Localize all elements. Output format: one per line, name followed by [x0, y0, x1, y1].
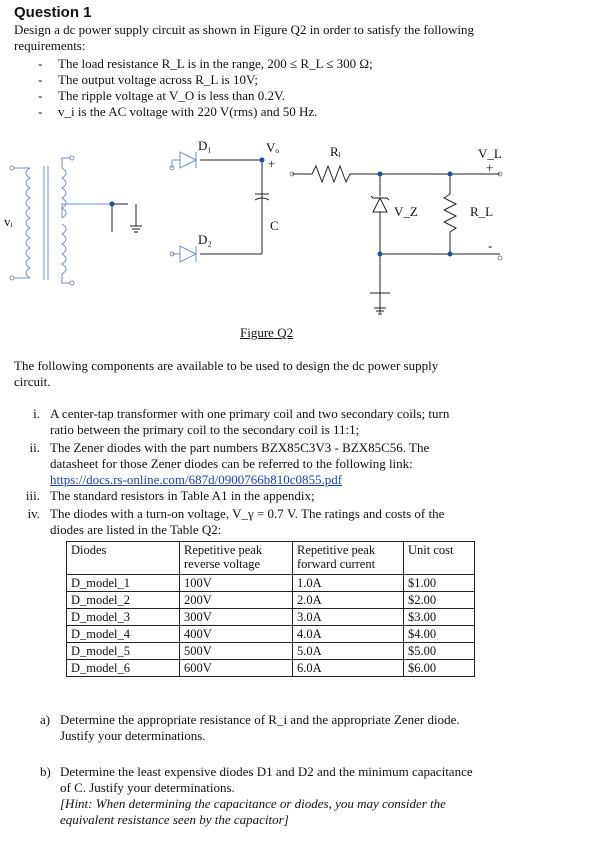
question-line: of C. Justify your determinations. [60, 780, 235, 795]
primary-coil [26, 168, 30, 278]
component-text [50, 406, 520, 438]
requirement-bullet: - [38, 56, 43, 71]
junction [378, 252, 383, 257]
question-label: b) [40, 764, 51, 779]
table-cell: 5.0A [293, 643, 404, 660]
terminal [70, 156, 74, 160]
component-line: datasheet for those Zener diodes can be referred to the following link: [50, 456, 413, 471]
table-cell: 500V [180, 643, 293, 660]
question-b [40, 764, 560, 834]
component-number: i. [33, 406, 40, 421]
component-text [50, 440, 520, 488]
label-vo: Vₒ [266, 140, 280, 155]
table-header-cell: Repetitive peak forward current [293, 542, 404, 575]
table-header-cell: Diodes [67, 542, 180, 575]
datasheet-link[interactable]: https://docs.rs-online.com/687d/0900766b810c0855.pdf [50, 472, 343, 487]
junction [448, 172, 453, 177]
terminals [10, 156, 502, 285]
requirement-text: The load resistance R_L is in the range, 200 ≤ R_L ≤ 300 Ω; [58, 56, 373, 71]
circuit-labels [4, 138, 502, 253]
requirement-item [38, 56, 538, 72]
label-c: C [270, 218, 279, 233]
junction [110, 202, 115, 207]
zener-diode [373, 198, 387, 212]
junction [378, 172, 383, 177]
terminal [10, 166, 14, 170]
component-line: The Zener diodes with the part numbers BZX85C3V3 - BZX85C56. The [50, 440, 430, 455]
table-row [67, 660, 475, 677]
label-vo-plus: + [268, 156, 276, 171]
table-cell: 4.0A [293, 626, 404, 643]
terminal [10, 276, 14, 280]
terminal [498, 256, 502, 260]
component-number: iii. [25, 488, 40, 503]
component-item [12, 506, 532, 538]
table-cell: D_model_2 [67, 592, 180, 609]
diode-d1 [180, 152, 196, 168]
resistor-rl [444, 194, 456, 232]
component-line: ratio between the primary coil to the secondary coil is 11:1; [50, 422, 360, 437]
requirement-item [38, 72, 538, 88]
question-text [60, 764, 558, 828]
label-rl: R_L [470, 204, 494, 219]
intro-line: requirements: [14, 38, 86, 53]
requirements-list [38, 56, 538, 120]
component-item [12, 440, 532, 488]
table-cell: D_model_4 [67, 626, 180, 643]
secondary-coil-1 [62, 168, 66, 218]
table-cell: D_model_6 [67, 660, 180, 677]
question-label: a) [40, 712, 51, 727]
table-header-cell: Repetitive peak reverse voltage [180, 542, 293, 575]
question-text [60, 712, 558, 744]
diode-table [66, 541, 475, 677]
label-d1: D₁ [198, 138, 212, 153]
table-cell: 2.0A [293, 592, 404, 609]
component-line: The diodes with a turn-on voltage, V_γ = 0.7 V. The ratings and costs of the [50, 506, 445, 521]
table-cell: $3.00 [404, 609, 475, 626]
table-cell: 3.0A [293, 609, 404, 626]
wire [62, 204, 112, 218]
label-vz: V_Z [394, 204, 418, 219]
requirement-bullet: - [38, 88, 43, 103]
label-d2: D₂ [198, 232, 212, 247]
intro-text [14, 22, 534, 54]
table-cell: 200V [180, 592, 293, 609]
question-a [40, 712, 560, 746]
requirement-text: v_i is the AC voltage with 220 V(rms) and 50 Hz. [58, 104, 318, 119]
component-number: ii. [29, 440, 40, 455]
label-vl: V_L [478, 146, 502, 161]
table-cell: D_model_3 [67, 609, 180, 626]
table-row [67, 643, 475, 660]
component-line: The standard resistors in Table A1 in the appendix; [50, 488, 315, 503]
resistor-ri [312, 166, 350, 182]
table-cell: $5.00 [404, 643, 475, 660]
table-cell: $2.00 [404, 592, 475, 609]
wiring [112, 160, 500, 314]
terminal [70, 281, 74, 285]
transformer [12, 158, 112, 283]
table-row [67, 575, 475, 592]
zener-bar [371, 196, 389, 200]
table-cell: $1.00 [404, 575, 475, 592]
intro-line: Design a dc power supply circuit as shown in Figure Q2 in order to satisfy the following [14, 22, 474, 37]
table-row [67, 592, 475, 609]
label-ri: Rᵢ [330, 144, 341, 159]
table-header-cell: Unit cost [404, 542, 475, 575]
component-line: diodes are listed in the Table Q2: [50, 522, 222, 537]
table-cell: 6.0A [293, 660, 404, 677]
component-text [50, 506, 520, 538]
label-vl-minus: - [488, 238, 493, 253]
junction [448, 252, 453, 257]
table-header-row [67, 542, 475, 575]
table-cell: D_model_1 [67, 575, 180, 592]
table-cell: 600V [180, 660, 293, 677]
table-cell: 400V [180, 626, 293, 643]
label-vl-plus: + [486, 160, 494, 175]
secondary-coil-2 [62, 224, 66, 274]
table-row [67, 626, 475, 643]
figure-caption: Figure Q2 [240, 325, 294, 340]
component-text [50, 488, 520, 504]
question-line: Determine the least expensive diodes D1 and D2 and the minimum capacitance [60, 764, 473, 779]
requirement-bullet: - [38, 104, 43, 119]
diode-d2 [180, 246, 196, 262]
junction [260, 158, 265, 163]
table-cell: 100V [180, 575, 293, 592]
question-line: Justify your determinations. [60, 728, 206, 743]
table-row [67, 609, 475, 626]
component-item [12, 488, 532, 504]
diodes [172, 152, 196, 262]
question-title: Question 1 [14, 4, 92, 21]
hint-line: [Hint: When determining the capacitance or diodes, you may consider the [60, 796, 446, 811]
table-cell: $6.00 [404, 660, 475, 677]
requirement-bullet: - [38, 72, 43, 87]
components-intro [14, 358, 534, 390]
hint-line: equivalent resistance seen by the capacitor] [60, 812, 289, 827]
table-cell: 300V [180, 609, 293, 626]
components-intro-line: circuit. [14, 374, 51, 389]
component-item [12, 406, 532, 438]
requirement-text: The output voltage across R_L is 10V; [58, 72, 259, 87]
components-intro-line: The following components are available to be used to design the dc power supply [14, 358, 439, 373]
table-cell: $4.00 [404, 626, 475, 643]
table-cell: 1.0A [293, 575, 404, 592]
component-line: A center-tap transformer with one primary coil and two secondary coils; turn [50, 406, 450, 421]
question-line: Determine the appropriate resistance of R_i and the appropriate Zener diode. [60, 712, 460, 727]
requirement-text: The ripple voltage at V_O is less than 0.2V. [58, 88, 285, 103]
requirement-item [38, 88, 538, 104]
requirement-item [38, 104, 538, 120]
component-number: iv. [27, 506, 40, 521]
circuit-diagram [0, 138, 602, 338]
label-vi: vᵢ [4, 214, 13, 229]
table-cell: D_model_5 [67, 643, 180, 660]
